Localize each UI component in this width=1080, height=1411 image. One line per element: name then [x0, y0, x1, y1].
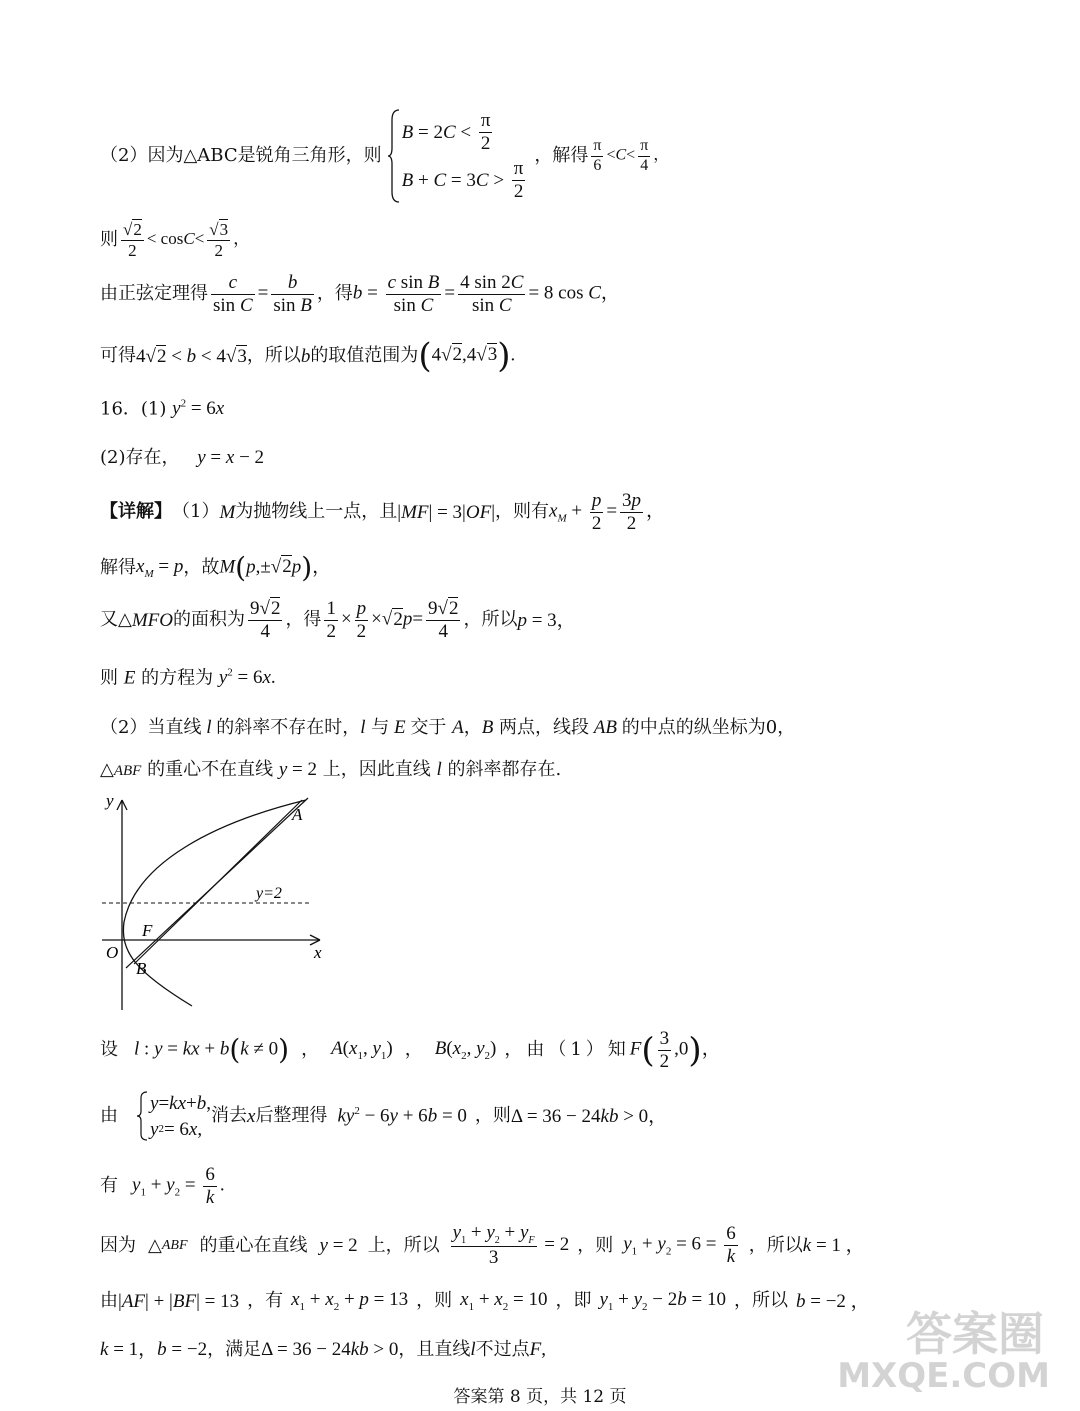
line-parabola-system: y = kx + b , y 2 = 6 x ,: [136, 1090, 211, 1142]
angle-system: B = 2 C < $\frac{\pi}{2}$ B + C = 3 C > $\frac{\pi}{2}$: [388, 108, 529, 204]
page-footer: 答案第 8 页，共 12 页: [453, 1387, 627, 1407]
label-point-b: B: [136, 959, 147, 978]
label-y-axis: y: [106, 792, 114, 810]
part2-intro-text: （2）因为△ABC是锐角三角形，则: [100, 145, 382, 166]
system-eliminate: 由 y = kx + b , y 2 = 6 x , 消去 x 后整理得 $ky^2 - 6y + 6b = 0$ ，则 Δ = 36 − 24kb > 0，: [100, 1090, 667, 1142]
parabola-graph: [96, 792, 336, 1012]
law-of-sines: 由正弦定理得 $\frac{c}{\text{sin C}}$ = $\frac{b}{\text{sin B}}$ ，得 b = $\frac{\text{c sin B}}{\text{sin C}}$ = $\frac{4 \sin 2C}{\text{sin C}}$ = 8 cos C，: [100, 272, 620, 316]
centroid-not-on-line: △ABF 的重心不在直线 y = 2 上，因此直线 l 的斜率都存在.: [100, 759, 562, 780]
sum-y: 有 $y_1 + y_2$ = $\frac{6}{k}$ .: [100, 1164, 225, 1208]
b-range: 可得 4√2 < b < 4√3 ，所以 b 的取值范围为 (4√2,4√3).: [100, 336, 516, 376]
detail-line-1: 【详解】 （1） M 为抛物线上一点，且 |MF| = 3|OF| ，则有 $x_M$ + $\frac{p}{2}$ = $\frac{3p}{2}$ ，: [100, 490, 666, 534]
set-line-l: 设 l : y = kx + b(k ≠ 0) ， $A(x_1$, $y_1$) ， $B(x_2$, $y_2$) ，由（1）知 F( $\frac{3}{2}$ ,0)，: [100, 1028, 721, 1072]
label-point-a: A: [292, 805, 303, 824]
af-bf-sum: 由 |AF| + |BF| = 13 ，有 $x_1 + x_2 + p = 13$ ，则 $x_1 + x_2 = 10$ ，即 $y_1 + y_2 - 2b = 10$ ，所以 b = −2 ，: [100, 1289, 870, 1313]
solve-xm: 解得 $x_M = p$ ，故 M(p,±√2p)，: [100, 551, 332, 584]
watermark-top: 答案圈: [906, 1307, 1044, 1361]
slope-absent-case: （2）当直线 l 的斜率不存在时，l 与 E 交于 A，B 两点，线段 AB 的中点的纵坐标为0，: [100, 717, 796, 738]
final-check: k = 1，b = −2 ，满足 Δ = 36 − 24kb > 0 ，且直线 l 不过点 F,: [100, 1338, 546, 1360]
watermark: [820, 1298, 1060, 1398]
area-mfo: 又△ MFO 的面积为 $\frac{9√2}{4}$ ，得 $\frac{1}{2}$ × $\frac{p}{2}$ ×√2p= $\frac{9√2}{4}$ ，所以 p = 3，: [100, 598, 576, 642]
label-point-f: F: [142, 921, 153, 940]
part2-solve-text: ，解得: [534, 145, 589, 166]
q16-part1: 16．(1) $y^2 = 6x$: [100, 398, 225, 420]
cos-range: 则 $\frac{√2}{2}$ < cosC< $\frac{√3}{2}$ ，: [100, 220, 251, 260]
q16-part2: (2)存在， y = x − 2: [100, 447, 265, 468]
label-origin: O: [106, 943, 119, 962]
watermark-bottom: MXQE.COM: [837, 1356, 1050, 1396]
part2-angle-condition: （2）因为△ABC是锐角三角形，则 B = 2 C < $\frac{\pi}{2}$ B + C = 3 C > $\frac{\pi}{2}$ ，解得 $\frac{\pi}{6}$ <C< $\frac{\pi}{4}$ ，: [100, 108, 669, 204]
equation-e: 则 E 的方程为 $y^2 = 6x$.: [100, 667, 276, 689]
label-x-axis: x: [314, 943, 322, 962]
centroid-on-line: 因为 △ ABF 的重心在直线 y = 2 上，所以 $\frac{y_1 + y_2 + y_F}{3}$ = 2 ，则 $y_1 + y_2 = 6$ = $\frac{6}{k}$ ，所以 k = 1 ，: [100, 1222, 865, 1269]
label-line-y2: y=2: [256, 885, 282, 902]
